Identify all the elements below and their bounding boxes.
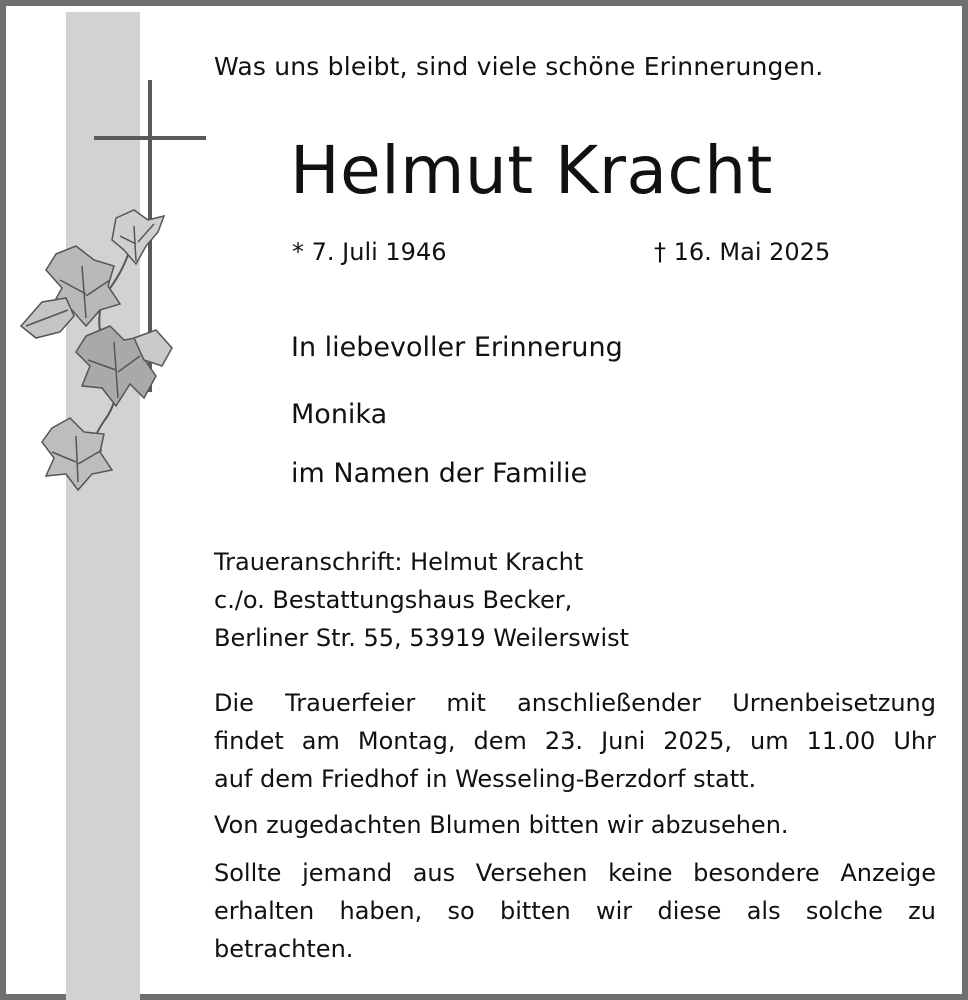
ceremony-paragraph [214, 684, 936, 798]
cross-horizontal-bar [94, 136, 206, 140]
memorial-line: In liebevoller Erinnerung [291, 332, 623, 363]
paragraph-line: betrachten. [214, 935, 354, 963]
address-line: Berliner Str. 55, 53919 Weilerswist [214, 624, 630, 652]
paragraph-line: auf dem Friedhof in Wesseling-Berzdorf statt. [214, 765, 757, 793]
address-line: c./o. Bestattungshaus Becker, [214, 586, 573, 614]
paragraph-line: findet am Montag, dem 23. Juni 2025, um 11.00 Uhr [214, 727, 936, 755]
closing-paragraph [214, 854, 936, 968]
death-date: † 16. Mai 2025 [654, 238, 831, 266]
ivy-icon [16, 206, 181, 501]
paragraph-line: Sollte jemand aus Versehen keine besondere Anzeige [214, 859, 936, 887]
flowers-request: Von zugedachten Blumen bitten wir abzusehen. [214, 811, 789, 839]
family-line: im Namen der Familie [291, 458, 588, 489]
opening-quote: Was uns bleibt, sind viele schöne Erinnerungen. [214, 52, 824, 81]
deceased-name: Helmut Kracht [290, 132, 773, 209]
birth-date: * 7. Juli 1946 [292, 238, 447, 266]
paragraph-line: erhalten haben, so bitten wir diese als solche zu [214, 897, 936, 925]
decorative-band [66, 12, 140, 1000]
mourner-name: Monika [291, 399, 388, 430]
mourning-address [214, 543, 629, 657]
address-line: Traueranschrift: Helmut Kracht [214, 548, 584, 576]
paragraph-line: Die Trauerfeier mit anschließender Urnenbeisetzung [214, 689, 936, 717]
